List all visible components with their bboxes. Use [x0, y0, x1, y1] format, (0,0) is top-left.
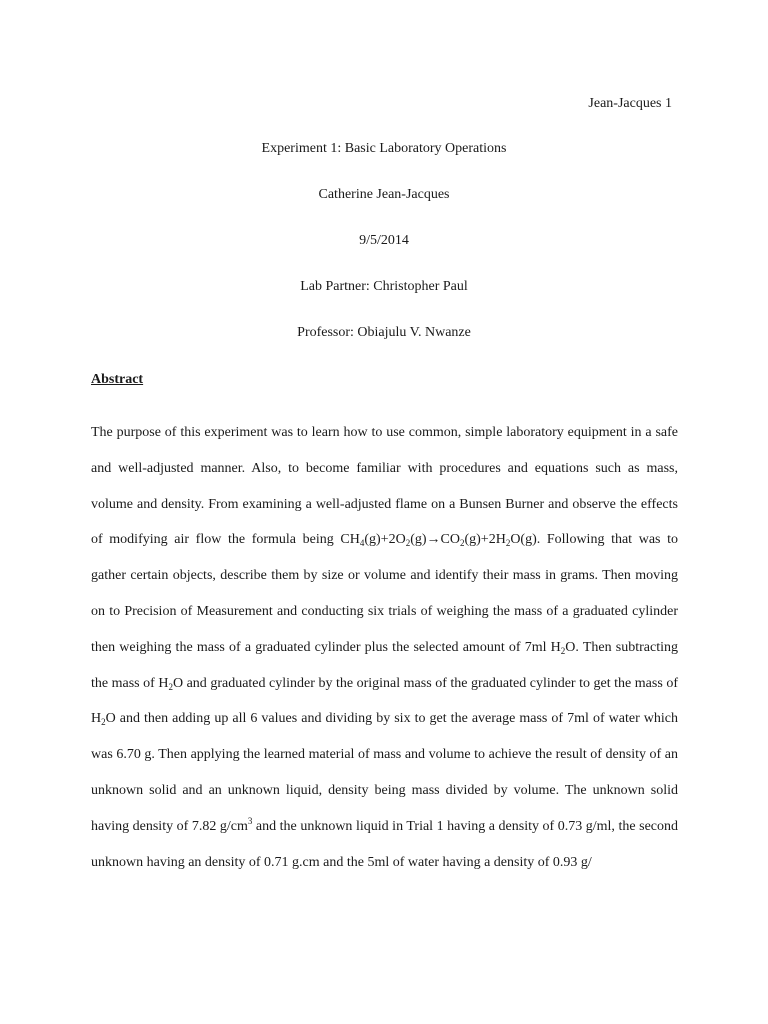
abstract-text-9: and the unknown liquid in Trial 1 having a density of 0.73 g/ml, the second unknown having an density of 0.71 g.cm and the 5ml of water having a density of 0.93 g/: [91, 818, 678, 870]
abstract-text-6: O. Then subtracting the mass of H: [91, 639, 678, 691]
abstract-text-3: (g)→CO: [410, 532, 460, 548]
abstract-heading: Abstract: [91, 372, 144, 387]
abstract-text-1: The purpose of this experiment was to learn how to use common, simple laboratory equipment in a safe and well-adjusted manner. Also, to become familiar with procedures and equations such as mass, volume and density. From examining a well-adjusted flame on a Bunsen Burner and observe the effects of modifying air flow the formula being CH: [91, 425, 678, 548]
abstract-text-5: O(g). Following that was to gather certain objects, describe them by size or volume and identify their mass in grams. Then moving on to Precision of Measurement and conducting six trials of weighing the mass of a graduated cylinder then weighing the mass of a graduated cylinder plus the selected amount of 7ml H: [91, 532, 679, 655]
subscript-2f: 2: [101, 717, 106, 728]
title-block: [0, 140, 768, 370]
subscript-4: 4: [359, 538, 365, 549]
abstract-text-7: O and graduated cylinder by the original mass of the graduated cylinder to get the mass of H: [91, 675, 678, 727]
lab-partner: Lab Partner: Christopher Paul: [300, 279, 468, 294]
subscript-2b: 2: [459, 538, 465, 549]
abstract-paragraph: [91, 415, 678, 880]
subscript-2e: 2: [168, 681, 173, 692]
abstract-text-8: O and then adding up all 6 values and dividing by six to get the average mass of 7ml of water which was 6.70 g. Then applying the learned material of mass and volume to achieve the result of density of an unknown solid and an unknown liquid, density being mass divided by volume. The unknown solid having density of 7.82 g/cm: [91, 711, 678, 834]
superscript-3: 3: [247, 815, 253, 826]
abstract-text-4: (g)+2H: [464, 532, 506, 548]
paper-title: Experiment 1: Basic Laboratory Operations: [261, 141, 507, 156]
subscript-2a: 2: [405, 538, 411, 549]
running-head: Jean-Jacques 1: [588, 96, 672, 111]
subscript-2c: 2: [505, 538, 511, 549]
date: 9/5/2014: [359, 233, 409, 248]
subscript-2d: 2: [560, 645, 566, 656]
professor: Professor: Obiajulu V. Nwanze: [297, 325, 471, 340]
abstract-text-2: (g)+2O: [364, 532, 406, 548]
author-name: Catherine Jean-Jacques: [318, 187, 450, 202]
